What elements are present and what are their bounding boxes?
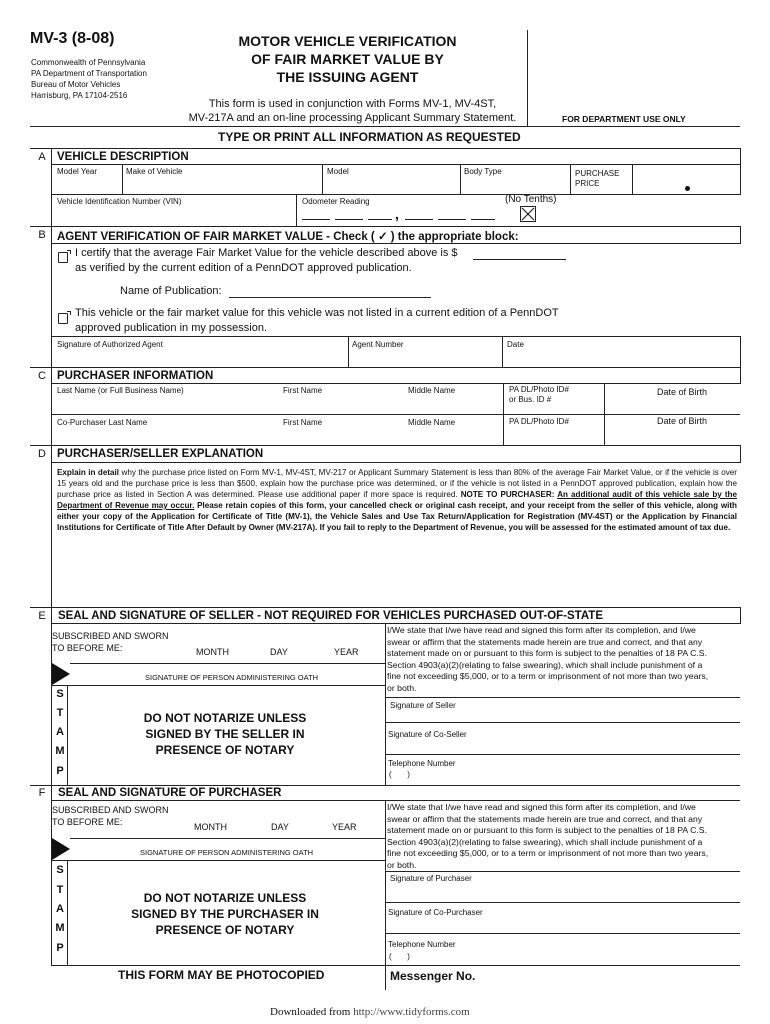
divider [51,965,740,966]
publication-label: Name of Publication: [120,285,222,297]
agency-line-3: Bureau of Motor Vehicles [31,80,121,89]
divider [51,414,740,415]
divider [51,336,740,337]
no-tenths-checkbox[interactable] [520,206,536,222]
stamp-letter: T [56,884,64,896]
divider [30,445,740,446]
purchaser-phone-field[interactable]: ( ) [389,952,410,961]
dept-use-label: FOR DEPARTMENT USE ONLY [562,114,686,124]
divider [503,414,504,445]
agent-number-label: Agent Number [352,340,404,349]
divider [30,148,740,149]
agency-line-2: PA Department of Transportation [31,69,147,78]
model-year-label: Model Year [57,167,98,176]
divider [70,838,385,839]
co-middle-name-label: Middle Name [408,418,456,427]
publication-field[interactable] [229,297,431,298]
co-first-name-label: First Name [283,418,323,427]
sig-coseller-label: Signature of Co-Seller [388,730,467,739]
divider [385,871,740,872]
downloaded-prefix: Downloaded from [270,1006,354,1018]
retain-copies-text: Please retain copies of this form, your cancelled check or original cash receipt, and your receipt from the seller of this vehicle, along with either your copy of the Application for Certificate of Title (MV-1), the Vehicle Sales and Use Tax Return/Application for Registration (MV-4ST) or the Application by Financial Institutions for Certificate of Title After Default by Owner (MV-217A). If you fail to reply to the Department of Revenue, you will be assessed for the estimated amount of tax due. [57,501,737,532]
year-label: YEAR [334,647,359,657]
section-a-heading: VEHICLE DESCRIPTION [57,151,189,163]
divider [604,383,605,414]
year-label: YEAR [332,822,357,832]
section-e-letter: E [38,610,46,622]
explain-bold: Explain in detail [57,468,120,477]
divider [51,800,740,801]
divider [348,336,349,367]
divider [503,383,504,414]
divider [604,414,605,445]
not-listed-checkbox[interactable] [58,313,68,324]
sig-copurchaser-label: Signature of Co-Purchaser [388,908,483,917]
odometer-digit[interactable] [302,219,330,220]
sig-agent-label: Signature of Authorized Agent [57,340,163,349]
downloaded-url[interactable]: http://www.tidyforms.com [353,1006,470,1018]
divider [460,164,461,194]
odometer-digit[interactable] [438,219,466,220]
divider [51,164,740,165]
odometer-digit[interactable] [471,219,495,220]
divider [296,194,297,226]
divider [740,445,741,463]
section-f-heading: SEAL AND SIGNATURE OF PURCHASER [58,787,282,799]
divider [51,194,740,195]
stamp-letter: A [56,903,64,915]
sig-admin-label: SIGNATURE OF PERSON ADMINISTERING OATH [145,673,319,682]
arrow-right-icon [52,663,70,685]
model-label: Model [327,167,349,176]
divider [385,754,740,755]
day-label: DAY [271,822,289,832]
purchaser-phone-label: Telephone Number [388,940,456,949]
stamp-letter: P [56,942,64,954]
co-dob-label: Date of Birth [657,416,708,426]
section-f-letter: F [38,787,46,799]
sig-seller-label: Signature of Seller [390,701,456,710]
divider [70,663,385,664]
section-a-letter: A [38,151,46,163]
divider [51,226,52,367]
divider [740,336,741,367]
divider [385,933,740,934]
messenger-label: Messenger No. [390,969,476,983]
odometer-digit[interactable] [405,219,433,220]
sworn-label-1: SUBSCRIBED AND SWORN [52,631,169,641]
stamp-letter: T [56,707,64,719]
not-listed-line-1: This vehicle or the fair market value for this vehicle was not listed in a current edition of a PennDOT [75,307,559,319]
divider [30,367,740,368]
note-to-purchaser: NOTE TO PURCHASER: [460,490,558,499]
middle-name-label: Middle Name [408,386,456,395]
agency-line-4: Harrisburg, PA 17104-2516 [31,91,128,100]
header-rule [30,126,740,127]
divider [740,226,741,244]
section-b-heading: AGENT VERIFICATION OF FAIR MARKET VALUE - Check ( ✓ ) the appropriate block: [57,231,519,243]
divider [122,164,123,194]
divider [51,462,740,463]
stamp-letter: M [55,745,65,757]
form-title: MOTOR VEHICLE VERIFICATION OF FAIR MARKET VALUE BY THE ISSUING AGENT [238,33,457,85]
dept-use-divider [527,30,528,126]
divider [30,226,740,227]
sig-purchaser-label: Signature of Purchaser [390,874,472,883]
divider [51,445,52,607]
price-decimal-dot [685,186,690,191]
divider [740,148,741,195]
month-label: MONTH [196,647,229,657]
sworn-label-2: TO BEFORE ME: [52,643,123,653]
body-type-label: Body Type [464,167,502,176]
x-mark-icon [521,207,535,221]
sworn-label-1: SUBSCRIBED AND SWORN [52,805,169,815]
section-d-heading: PURCHASER/SELLER EXPLANATION [57,448,264,460]
dob-label: Date of Birth [657,387,708,397]
not-listed-line-2: approved publication in my possession. [75,322,268,334]
divider [385,800,386,990]
last-name-label: Last Name (or Full Business Name) [57,386,184,395]
stamp-letter: M [55,922,65,934]
pa-dl-label-1: PA DL/Photo ID# [509,385,569,394]
odometer-comma: , [395,206,399,222]
co-last-name-label: Co-Purchaser Last Name [57,418,148,427]
first-name-label: First Name [283,386,323,395]
explain-text: why the purchase price listed on Form MV-1, MV-4ST, MV-217 or Applicant Summary Statement is less than 80% of the average Fair Market Value, or if the vehicle is over 15 years old and the purchase price is less than $500, explain how the purchase price was determined, or if the vehicle is not listed in a PennDOT approved publication, explain how the purchase price as listed in Section A was determined. Please use additional paper if more space is required. [57,468,737,499]
divider [67,685,68,785]
odometer-label: Odometer Reading [302,197,370,206]
form-id: MV-3 (8-08) [30,30,115,47]
arrow-right-icon [52,838,70,860]
month-label: MONTH [194,822,227,832]
certify-line-1: I certify that the average Fair Market Value for the vehicle described above is $ [75,247,458,259]
divider [30,785,740,786]
odometer-digit[interactable] [368,219,392,220]
fair-market-value-field[interactable] [473,259,566,260]
seller-phone-label: Telephone Number [388,759,456,768]
divider [632,164,633,194]
divider [385,697,740,698]
divider [502,336,503,367]
divider [51,623,740,624]
sig-admin-label: SIGNATURE OF PERSON ADMINISTERING OATH [140,848,314,857]
divider [51,367,52,445]
odometer-digit[interactable] [335,219,363,220]
stamp-letter: S [56,864,64,876]
usage-note: This form is used in conjunction with Forms MV-1, MV-4ST, MV-217A and an on-line processing Applicant Summary Statement. [188,98,517,124]
certify-line-2: as verified by the current edition of a PennDOT approved publication. [75,262,412,274]
seller-oath-statement: I/We state that I/we have read and signed this form after its completion, and I/we swear or affirm that the statements made herein are true and correct, and that any statement made on or pursuant to this form is subject to the penalties of 18 PA C.S. Section 4903(a)(2)(relating to false swearing), which shall include punishment of a fine not exceeding $5,000, or to a term or imprisonment of not more than two years, or both. [387,625,709,693]
agent-date-label: Date [507,340,524,349]
divider [322,164,323,194]
divider [51,383,740,384]
downloaded-from [270,1006,470,1018]
certify-checkbox[interactable] [58,252,68,263]
make-label: Make of Vehicle [126,167,183,176]
purchase-price-label-1: PURCHASE [575,169,620,178]
divider [51,243,740,244]
seller-phone-field[interactable]: ( ) [389,770,410,779]
divider [385,722,740,723]
stamp-letter: A [56,726,64,738]
section-d-letter: D [38,448,46,460]
divider [30,607,740,608]
purchaser-oath-statement: I/We state that I/we have read and signed this form after its completion, and I/we swear or affirm that the statements made herein are true and correct, and that any statement made on or pursuant to this form is subject to the penalties of 18 PA C.S. Section 4903(a)(2)(relating to false swearing), which shall include punishment of a fine not exceeding $5,000, or to a term or imprisonment of not more than two years, or both. [387,802,709,870]
divider [385,623,386,785]
agency-line-1: Commonwealth of Pennsylvania [31,58,146,67]
vin-label: Vehicle Identification Number (VIN) [57,197,182,206]
divider [570,164,571,194]
stamp-letter: S [56,688,64,700]
explanation-instructions [57,467,737,533]
stamp-letter: P [56,765,64,777]
purchase-price-label-2: PRICE [575,179,600,188]
seller-notarize-warning: DO NOT NOTARIZE UNLESS SIGNED BY THE SELLER IN PRESENCE OF NOTARY [143,711,307,757]
audit-warning: An additional audit of this vehicle sale by the Department of Revenue may occur. [57,490,737,510]
instruction: TYPE OR PRINT ALL INFORMATION AS REQUESTED [218,130,521,144]
purchaser-notarize-warning: DO NOT NOTARIZE UNLESS SIGNED BY THE PURCHASER IN PRESENCE OF NOTARY [131,891,319,937]
section-e-heading: SEAL AND SIGNATURE OF SELLER - NOT REQUIRED FOR VEHICLES PURCHASED OUT-OF-STATE [58,610,603,622]
divider [51,860,385,861]
section-c-heading: PURCHASER INFORMATION [57,370,214,382]
day-label: DAY [270,647,288,657]
divider [67,860,68,965]
divider [740,607,741,624]
section-b-letter: B [38,229,46,241]
co-pa-dl-label: PA DL/Photo ID# [509,417,569,426]
no-tenths-label: (No Tenths) [505,194,557,205]
sworn-label-2: TO BEFORE ME: [52,817,123,827]
divider [385,902,740,903]
divider [740,367,741,384]
pa-dl-label-2: or Bus. ID # [509,395,552,404]
photocopy-note: THIS FORM MAY BE PHOTOCOPIED [118,968,325,982]
divider [51,685,385,686]
section-c-letter: C [38,370,46,382]
divider [51,148,52,226]
